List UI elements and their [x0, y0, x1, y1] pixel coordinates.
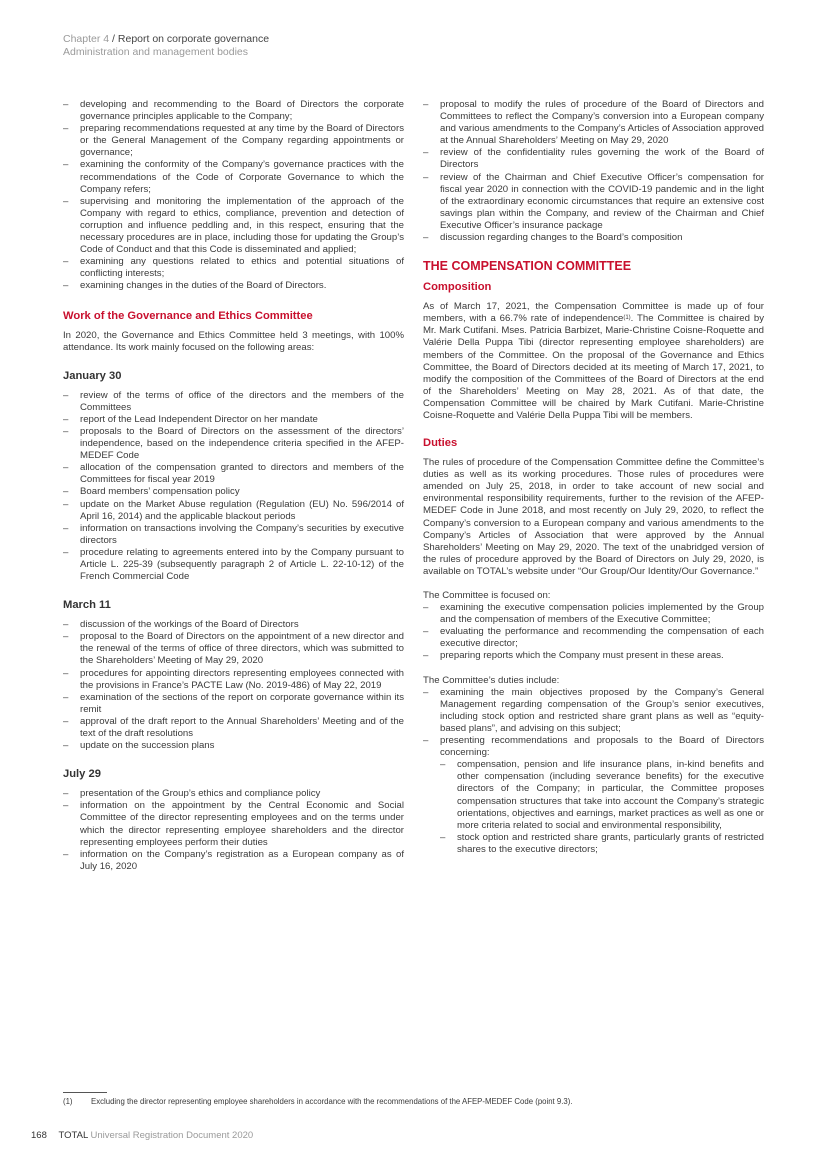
page-number: 168	[31, 1130, 47, 1141]
duties-intro: The Committee’s duties include:	[423, 674, 560, 686]
list-item: – proposal to the Board of Directors on the appointment of a new director and the renewal of the terms of office of three directors, which was submitted to the Shareholders’ Meeting of May 29, 2020	[63, 631, 404, 667]
document-title: Universal Registration Document 2020	[90, 1130, 254, 1141]
sub-list-item: – stock option and restricted share grants, particularly grants of restricted shares to the executive directors;	[440, 832, 764, 856]
focused-list	[423, 602, 764, 662]
january-heading: January 30	[63, 369, 122, 382]
list-item: – examining the executive compensation policies implemented by the Group and the compensation of members of the Executive Committee;	[423, 602, 764, 626]
focused-intro: The Committee is focused on:	[423, 590, 551, 601]
list-item: – update on the Market Abuse regulation (Regulation (EU) No. 596/2014 of April 16, 2014) and the applicable blackout periods	[63, 499, 404, 523]
list-item: – review of the Chairman and Chief Executive Officer’s compensation for fiscal year 2020 in connection with the COVID-19 pandemic and in the light of the extraordinary economic circumstances that require an extensive cost savings plan within the Company, and review of the Chairman and Chief Executive Officer’s insurance package	[423, 172, 764, 232]
list-item: – procedure relating to agreements entered into by the Company pursuant to Article L. 225-39 (subsequently paragraph 2 of Article L. 22-10-12) of the French Commercial Code	[63, 547, 404, 583]
work-heading: Work of the Governance and Ethics Committee	[63, 309, 313, 322]
brand-name: TOTAL	[58, 1130, 88, 1141]
list-item: – approval of the draft report to the Annual Shareholders’ Meeting and of the text of the draft resolutions	[63, 716, 404, 740]
list-item: – information on the Company’s registration as a European company as of July 16, 2020	[63, 849, 404, 873]
section-subtitle: Administration and management bodies	[63, 46, 249, 58]
duties-heading: Duties	[423, 437, 458, 450]
composition-text-b: . The Committee is chaired by Mr. Mark Cutifani. Mses. Patricia Barbizet, Marie-Christine Coisne-Roquette and Valérie Della Puppa Tibi (director representing employee shareholders) are members of the Committee. On the proposal of the Governance and Ethics Committee, the Board of Directors decided at its meeting of March 17, 2021, to modify the composition of the Committees of the Board of Directors at the end of the Shareholders’ Meeting on May 28, 2021. As of that date, the Compensation Committee will be chaired by Mark Cutifani. Marie-Christine Coisne-Roquette and Valérie Della Puppa Tibi will be members.	[423, 313, 764, 421]
list-item: – update on the succession plans	[63, 740, 404, 752]
list-item: – examination of the sections of the report on corporate governance within its remit	[63, 692, 404, 716]
footnote-divider	[63, 1092, 107, 1093]
list-item: – Board members’ compensation policy	[63, 486, 404, 498]
duties-sublist	[440, 759, 764, 856]
march-heading: March 11	[63, 599, 111, 612]
list-item: – report of the Lead Independent Director on her mandate	[63, 414, 404, 426]
list-item: – examining the main objectives proposed by the Company’s General Management regarding compensation of the Group’s senior executives, including stock option and restricted share grant plans as well as “equity-based plans”, and advising on this subject;	[423, 687, 764, 735]
chapter-line: Chapter 4 / Report on corporate governance	[63, 33, 270, 45]
list-item	[423, 735, 764, 856]
composition-paragraph	[423, 301, 764, 422]
march-list	[63, 619, 404, 752]
list-item: – preparing reports which the Company must present in these areas.	[423, 650, 764, 662]
footnote-text: Excluding the director representing employee shareholders in accordance with the recommendations of the AFEP-MEDEF Code (point 9.3).	[91, 1097, 573, 1106]
list-item: – supervising and monitoring the implementation of the approach of the Company with regard to ethics, compliance, prevention and detection of corruption and influence peddling and, in this respect, ensuring that the necessary procedures are in place, including those for updating the Group’s Code of Conduct and that this Code is disseminated and applied;	[63, 196, 404, 256]
list-item: – proposals to the Board of Directors on the assessment of the directors’ independence, based on the independence criteria specified in the AFEP-MEDEF Code	[63, 426, 404, 462]
list-item: – allocation of the compensation granted to directors and members of the Committees for fiscal year 2019	[63, 462, 404, 486]
composition-heading: Composition	[423, 281, 492, 294]
list-item: – discussion regarding changes to the Board’s composition	[423, 232, 764, 244]
chapter-label: Chapter 4	[63, 33, 110, 45]
july-continued-list	[423, 99, 764, 244]
running-header	[63, 33, 269, 59]
list-item: – preparing recommendations requested at any time by the Board of Directors or the General Management of the Company regarding appointments or governance;	[63, 123, 404, 159]
list-item: – discussion of the workings of the Board of Directors	[63, 619, 404, 631]
footnote-ref: (1)	[623, 315, 631, 322]
list-item: – procedures for appointing directors representing employees connected with the provisions in France’s PACTE Law (No. 2019-486) of May 22, 2019	[63, 668, 404, 692]
work-paragraph: In 2020, the Governance and Ethics Committee held 3 meetings, with 100% attendance. Its work mainly focused on the following areas:	[63, 329, 404, 353]
footnote-number: (1)	[63, 1097, 73, 1106]
list-item: – presentation of the Group’s ethics and compliance policy	[63, 788, 404, 800]
list-item: – developing and recommending to the Board of Directors the corporate governance principles applicable to the Company;	[63, 99, 404, 123]
list-item: – review of the terms of office of the directors and the members of the Committees	[63, 390, 404, 414]
composition-text-a: As of March 17, 2021, the Compensation Committee is made up of four members, with a 66.7% rate of independence	[423, 301, 764, 325]
compensation-committee-heading: THE COMPENSATION COMMITTEE	[423, 259, 632, 274]
january-list	[63, 390, 404, 584]
page-footer	[31, 1130, 253, 1142]
footnote	[63, 1097, 573, 1107]
list-item-text: presenting recommendations and proposals to the Board of Directors concerning:	[440, 735, 764, 759]
duties-paragraph: The rules of procedure of the Compensation Committee define the Committee’s duties as well as its working procedures. Those rules of procedures were amended on July 25, 2018, in order to take account of new social and environmental responsibility requirements, further to the revision of the AFEP-MEDEF Code in June 2018, and most recently on July 29, 2020, to reflect the Company’s conversion to a European company and various amendments to the Company’s Articles of Association that were approved by the Annual Shareholders’ Meeting on May 29, 2020. The text of the unabridged version of the rules of procedure approved by the Board of Directors on July 29, 2020, is available on TOTAL’s website under “Our Group/Our Identity/Our Governance.”	[423, 457, 764, 577]
list-item: – proposal to modify the rules of procedure of the Board of Directors and Committees to reflect the Company’s conversion into a European company and various amendments to the Company’s Articles of Association approved at the Annual Shareholders’ Meeting on May 29, 2020	[423, 99, 764, 147]
july-list	[63, 788, 404, 873]
list-item: – examining changes in the duties of the Board of Directors.	[63, 280, 404, 292]
list-item: – examining any questions related to ethics and potential situations of conflicting interests;	[63, 256, 404, 280]
sub-list-item: – compensation, pension and life insurance plans, in-kind benefits and other compensation (including severance benefits) for the executive directors of the Company; in particular, the Committee proposes compensation structures that take into account the Company’s strategic orientations, objectives and earnings, market practices as well as one or more criteria related to social and environmental responsibility,	[440, 759, 764, 832]
list-item: – review of the confidentiality rules governing the work of the Board of Directors	[423, 147, 764, 171]
left-column	[63, 99, 404, 873]
july-heading: July 29	[63, 768, 101, 781]
right-column	[423, 99, 764, 856]
list-item: – examining the conformity of the Company’s governance practices with the recommendations of the Code of Corporate Governance to which the Company refers;	[63, 159, 404, 195]
list-item: – information on transactions involving the Company’s securities by executive directors	[63, 523, 404, 547]
list-item: – evaluating the performance and recommending the compensation of each executive director;	[423, 626, 764, 650]
duties-list	[423, 687, 764, 856]
list-item: – information on the appointment by the Central Economic and Social Committee of the director representing employees and on the terms under which the director representing employee shareholders and the director representing employees perform their duties	[63, 800, 404, 848]
governance-duties-list	[63, 99, 404, 293]
chapter-title: Report on corporate governance	[117, 33, 270, 45]
